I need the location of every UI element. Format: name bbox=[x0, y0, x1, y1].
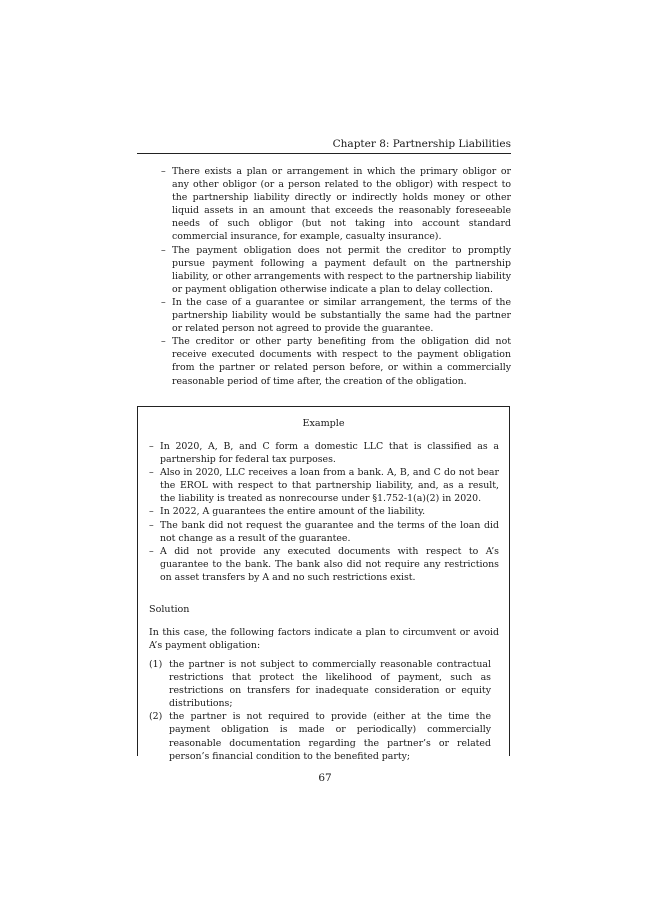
bullet-item: – The payment obligation does not permit the creditor to promptly pursue payment following a payment default on the partnership liability, or other arrangements with respect to the partnership liability or payment obligation otherwise indicate a plan to delay collection. bbox=[161, 244, 511, 296]
bullet-item: – There exists a plan or arrangement in which the primary obligor or any other obligor (or a person related to the obligor) with respect to the partnership liability directly or indirectly holds money or other liquid assets in an amount that exceeds the reasonably foreseeable needs of such obligor (but not taking into account standard commercial insurance, for example, casualty insurance). bbox=[161, 165, 511, 244]
bullet-item: – The creditor or other party benefiting from the obligation did not receive executed documents with respect to the payment obligation from the partner or related person before, or within a commercially reasonable period of time after, the creation of the obligation. bbox=[161, 335, 511, 387]
bullet-item: – In the case of a guarantee or similar arrangement, the terms of the partnership liability would be substantially the same had the partner or related person not agreed to provide the guarantee. bbox=[161, 296, 511, 335]
factor-bullet-list bbox=[161, 165, 511, 388]
running-header: Chapter 8: Partnership Liabilities bbox=[137, 138, 511, 154]
example-item: – Also in 2020, LLC receives a loan from a bank. A, B, and C do not bear the EROL with respect to that partnership liability, and, as a result, the liability is treated as nonrecourse under §1.752-1(a)(2) in 2020. bbox=[149, 466, 499, 505]
page-number: 67 bbox=[318, 772, 332, 784]
factor-number: (1) bbox=[149, 659, 163, 670]
example-item: – A did not provide any executed documents with respect to A’s guarantee to the bank. The bank also did not require any restrictions on asset transfers by A and no such restrictions exist. bbox=[149, 545, 499, 584]
factor-text: the partner is not required to provide (either at the time the payment obligation is made or periodically) commercially reasonable documentation regarding the partner’s or related person’s financial condition to the benefited party; bbox=[169, 711, 491, 762]
solution-factor-list bbox=[149, 658, 491, 763]
example-item: – In 2020, A, B, and C form a domestic LLC that is classified as a partnership for federal tax purposes. bbox=[149, 440, 499, 466]
example-box bbox=[137, 406, 510, 762]
solution-factor bbox=[149, 658, 491, 710]
solution-intro: In this case, the following factors indicate a plan to circumvent or avoid A’s payment obligation: bbox=[149, 627, 499, 652]
example-item: – The bank did not request the guarantee and the terms of the loan did not change as a result of the guarantee. bbox=[149, 519, 499, 545]
solution-factor bbox=[149, 710, 491, 762]
example-title: Example bbox=[302, 418, 345, 429]
factor-number: (2) bbox=[149, 711, 163, 723]
solution-title: Solution bbox=[149, 604, 190, 615]
factor-text: the partner is not subject to commercially reasonable contractual restrictions that protect the likelihood of payment, such as restrictions on transfers for inadequate consideration or equity distributions; bbox=[169, 659, 491, 710]
example-item: – In 2022, A guarantees the entire amount of the liability. bbox=[149, 505, 499, 518]
example-list bbox=[149, 440, 499, 584]
